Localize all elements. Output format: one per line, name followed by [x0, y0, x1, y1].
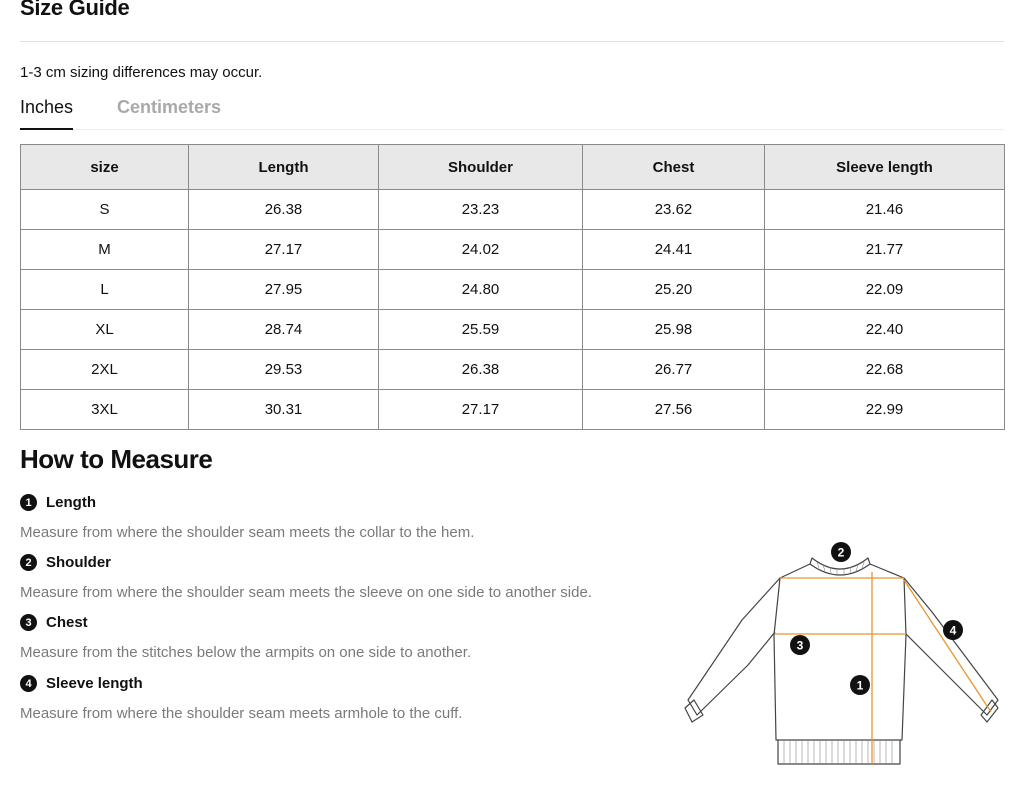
table-cell: 22.09	[765, 270, 1005, 310]
page-title: Size Guide	[20, 0, 130, 20]
table-cell: 22.99	[765, 390, 1005, 430]
table-cell: 27.17	[379, 390, 583, 430]
step-heading	[20, 614, 471, 631]
table-cell: 3XL	[21, 390, 189, 430]
step-label: Sleeve length	[46, 675, 143, 692]
measure-step-sleeve-length	[20, 675, 462, 722]
table-cell: 27.56	[583, 390, 765, 430]
how-to-measure-title: How to Measure	[20, 444, 213, 474]
size-table	[20, 144, 1005, 430]
table-cell: 27.17	[189, 230, 379, 270]
table-cell: M	[21, 230, 189, 270]
table-row	[21, 310, 1005, 350]
sweater-icon	[685, 558, 998, 764]
measure-lines	[775, 572, 991, 764]
table-cell: 23.62	[583, 190, 765, 230]
table-cell: 26.77	[583, 350, 765, 390]
unit-tabs	[20, 95, 1004, 130]
table-cell: 25.98	[583, 310, 765, 350]
right-sleeve	[904, 578, 998, 715]
tab-inches[interactable]: Inches	[20, 97, 73, 128]
sizing-note: 1-3 cm sizing differences may occur.	[20, 64, 263, 81]
table-row	[21, 350, 1005, 390]
tab-centimeters[interactable]: Centimeters	[117, 97, 222, 117]
marker-4-label: 4	[949, 623, 957, 638]
table-header-row	[21, 145, 1005, 190]
step-label: Chest	[46, 614, 88, 631]
marker-3-label: 3	[796, 638, 804, 653]
table-cell: 22.40	[765, 310, 1005, 350]
measure-step-length	[20, 494, 474, 541]
table-row	[21, 390, 1005, 430]
left-sleeve	[688, 578, 780, 715]
column-header: Sleeve length	[765, 145, 1005, 190]
table-cell: 23.23	[379, 190, 583, 230]
step-description: Measure from where the shoulder seam meets the collar to the hem.	[20, 524, 475, 541]
table-cell: 24.80	[379, 270, 583, 310]
measure-step-shoulder	[20, 554, 592, 601]
marker-2	[831, 542, 851, 562]
table-cell: 26.38	[189, 190, 379, 230]
table-cell: L	[21, 270, 189, 310]
marker-1	[850, 675, 870, 695]
column-header: Length	[189, 145, 379, 190]
table-cell: 21.46	[765, 190, 1005, 230]
sleeve-line	[904, 580, 991, 712]
marker-2-label: 2	[837, 545, 845, 560]
table-cell: 27.95	[189, 270, 379, 310]
marker-3	[790, 635, 810, 655]
table-cell: 26.38	[379, 350, 583, 390]
table-cell: 25.20	[583, 270, 765, 310]
step-heading	[20, 494, 474, 511]
marker-1-label: 1	[856, 678, 864, 693]
table-cell: 2XL	[21, 350, 189, 390]
step-number-badge: 2	[20, 554, 37, 571]
table-cell: 30.31	[189, 390, 379, 430]
table-cell: 28.74	[189, 310, 379, 350]
step-number-badge: 1	[20, 494, 37, 511]
table-cell: 21.77	[765, 230, 1005, 270]
step-number-badge: 3	[20, 614, 37, 631]
sweater-measurement-diagram	[682, 540, 1002, 768]
marker-4	[943, 620, 963, 640]
table-cell: 24.02	[379, 230, 583, 270]
step-label: Length	[46, 494, 96, 511]
step-label: Shoulder	[46, 554, 112, 571]
table-cell: 29.53	[189, 350, 379, 390]
step-description: Measure from where the shoulder seam meets armhole to the cuff.	[20, 705, 463, 722]
table-cell: 22.68	[765, 350, 1005, 390]
column-header: Shoulder	[379, 145, 583, 190]
title-divider	[20, 41, 1004, 42]
table-cell: XL	[21, 310, 189, 350]
table-cell: 24.41	[583, 230, 765, 270]
step-heading	[20, 675, 462, 692]
ribbing-lines	[784, 562, 892, 763]
table-cell: 25.59	[379, 310, 583, 350]
step-number-badge: 4	[20, 675, 37, 692]
step-description: Measure from where the shoulder seam meets the sleeve on one side to another side.	[20, 584, 592, 601]
column-header: size	[21, 145, 189, 190]
table-row	[21, 270, 1005, 310]
column-header: Chest	[583, 145, 765, 190]
table-cell: S	[21, 190, 189, 230]
step-heading	[20, 554, 592, 571]
table-row	[21, 230, 1005, 270]
step-description: Measure from the stitches below the armpits on one side to another.	[20, 644, 472, 661]
measure-step-chest	[20, 614, 471, 661]
table-row	[21, 190, 1005, 230]
